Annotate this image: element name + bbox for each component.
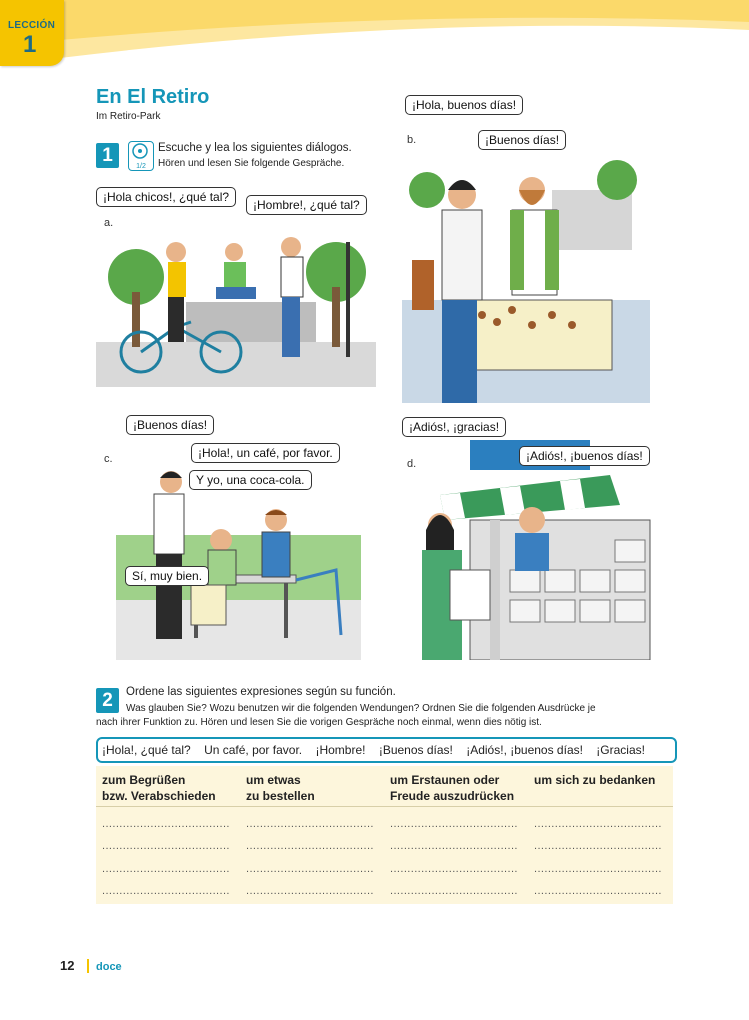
speech-bubble: ¡Hola!, un café, por favor. <box>191 443 340 463</box>
scene-b-label: b. <box>407 134 417 146</box>
answer-blank[interactable]: ..................................... <box>534 885 662 897</box>
speech-bubble: ¡Buenos días! <box>126 415 214 435</box>
expressions-box <box>96 737 677 763</box>
cd-track-icon[interactable] <box>128 141 154 171</box>
answer-blank[interactable]: ..................................... <box>102 818 230 830</box>
exercise-2-instruction-es: Ordene las siguientes expresiones según su función. <box>126 686 396 698</box>
exercise-1-instruction-es: Escuche y lea los siguientes diálogos. <box>158 142 352 154</box>
exercise-2-instruction-de-1: Was glauben Sie? Wozu benutzen wir die folgenden Wendungen? Ordnen Sie die folgenden Ausdrücke je <box>126 703 596 714</box>
answer-blank[interactable]: ..................................... <box>390 818 518 830</box>
page-number: 12 <box>60 958 75 973</box>
scene-a-illustration <box>96 222 376 387</box>
answer-blank[interactable]: ..................................... <box>534 863 662 875</box>
page-title: En El Retiro <box>96 86 210 108</box>
answer-blank[interactable]: ..................................... <box>246 818 374 830</box>
speech-bubble: ¡Buenos días! <box>478 130 566 150</box>
expression-item: ¡Gracias! <box>596 743 645 757</box>
answer-table <box>96 766 673 904</box>
expression-item: ¡Buenos días! <box>378 743 453 757</box>
answer-blank[interactable]: ..................................... <box>534 840 662 852</box>
column-header: um sich zu bedanken <box>534 773 656 787</box>
expression-item: ¡Adiós!, ¡buenos días! <box>466 743 583 757</box>
column-header: um Erstaunen oder Freude auszudrücken <box>390 773 515 803</box>
answer-blank[interactable]: ..................................... <box>534 818 662 830</box>
column-header: um etwas zu bestellen <box>246 773 315 803</box>
scene-c-label: c. <box>104 453 113 465</box>
speech-bubble: ¡Adiós!, ¡gracias! <box>402 417 506 437</box>
answer-blank[interactable]: ..................................... <box>102 863 230 875</box>
scene-a-label: a. <box>104 217 114 229</box>
lesson-tab <box>0 0 64 66</box>
exercise-1-instruction-de: Hören und lesen Sie folgende Gespräche. <box>158 158 345 169</box>
expression-item: ¡Hola!, ¿qué tal? <box>102 743 191 757</box>
expression-item: ¡Hombre! <box>315 743 366 757</box>
speech-bubble: ¡Hola chicos!, ¿qué tal? <box>96 187 236 207</box>
scene-b-illustration <box>402 150 650 403</box>
scene-d-label: d. <box>407 458 417 470</box>
answer-blank[interactable]: ..................................... <box>246 840 374 852</box>
table-divider <box>96 806 673 807</box>
answer-blank[interactable]: ..................................... <box>390 885 518 897</box>
expression-item: Un café, por favor. <box>204 743 303 757</box>
speech-bubble: Sí, muy bien. <box>125 566 209 586</box>
answer-blank[interactable]: ..................................... <box>102 885 230 897</box>
answer-blank[interactable]: ..................................... <box>246 885 374 897</box>
answer-blank[interactable]: ..................................... <box>246 863 374 875</box>
lesson-word: LECCIÓN <box>8 20 56 31</box>
answer-blank[interactable]: ..................................... <box>390 840 518 852</box>
cd-track-number: 1/2 <box>136 163 146 170</box>
answer-blank[interactable]: ..................................... <box>390 863 518 875</box>
page-subtitle: Im Retiro-Park <box>96 111 161 122</box>
lesson-number: 1 <box>23 31 37 58</box>
exercise-1-number: 1 <box>96 143 119 168</box>
scene-c-illustration <box>96 460 361 660</box>
exercise-2-number: 2 <box>96 688 119 713</box>
column-header: zum Begrüßen bzw. Verabschieden <box>102 773 216 803</box>
page-word: doce <box>96 961 122 973</box>
speech-bubble: ¡Adiós!, ¡buenos días! <box>519 446 650 466</box>
answer-blank[interactable]: ..................................... <box>102 840 230 852</box>
speech-bubble: ¡Hombre!, ¿qué tal? <box>246 195 367 215</box>
speech-bubble: Y yo, una coca-cola. <box>189 470 312 490</box>
exercise-2-instruction-de-2: nach ihrer Funktion zu. Hören und lesen Sie die vorigen Gespräche noch einmal, wenn dies nötig ist. <box>96 717 542 728</box>
page-divider <box>87 959 89 973</box>
speech-bubble: ¡Hola, buenos días! <box>405 95 523 115</box>
header-band <box>0 0 749 70</box>
